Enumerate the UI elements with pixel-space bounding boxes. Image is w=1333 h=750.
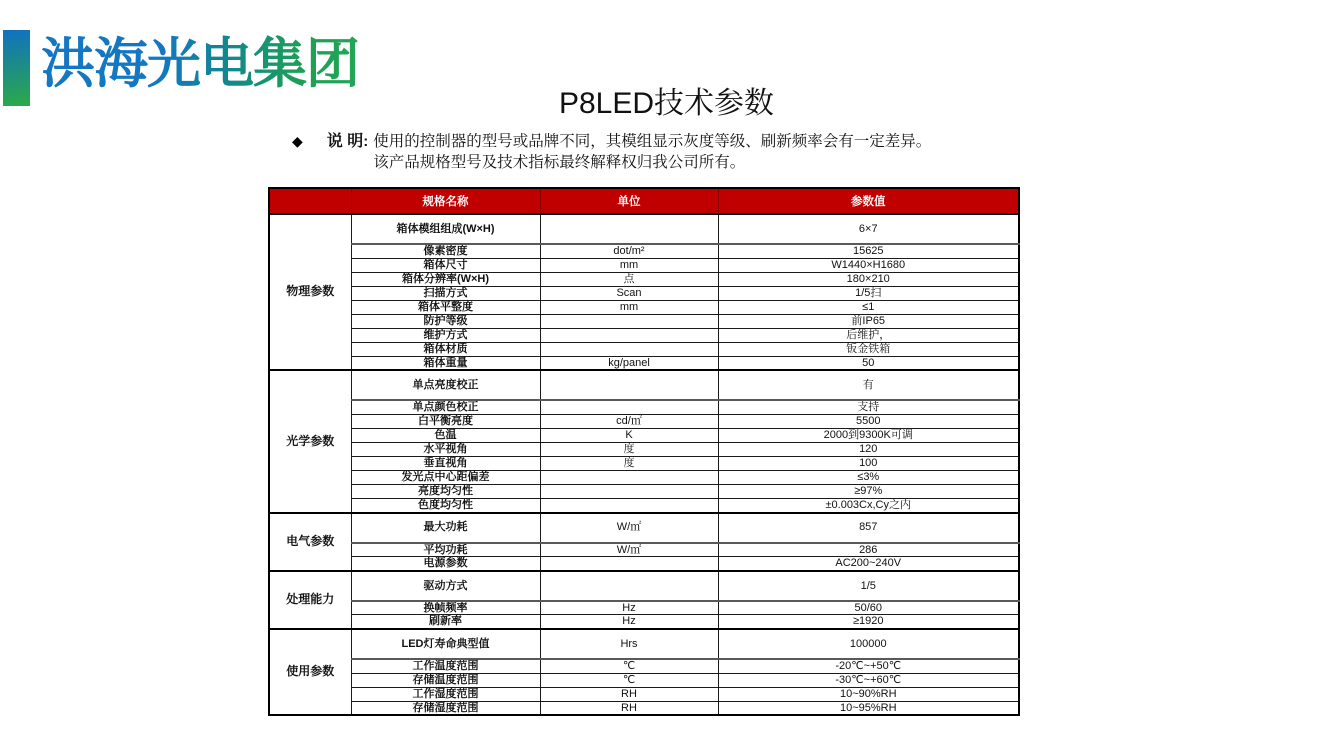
cell-name: 亮度均匀性 — [351, 484, 540, 498]
table-row — [269, 659, 1019, 673]
cell-value: 50/60 — [718, 601, 1019, 615]
cell-unit — [540, 484, 718, 498]
table-row — [269, 258, 1019, 272]
cell-unit — [540, 328, 718, 342]
cell-unit — [540, 214, 718, 244]
cell-unit — [540, 314, 718, 328]
table-row — [269, 414, 1019, 428]
cell-name: 色度均匀性 — [351, 498, 540, 512]
table-row — [269, 484, 1019, 498]
table-row — [269, 470, 1019, 484]
cell-name: 箱体重量 — [351, 356, 540, 370]
cell-name: 发光点中心距偏差 — [351, 470, 540, 484]
cell-name: 白平衡亮度 — [351, 414, 540, 428]
table-row — [269, 615, 1019, 629]
spec-table — [268, 187, 1020, 716]
cell-unit — [540, 571, 718, 601]
table-row — [269, 370, 1019, 400]
section-光学参数 — [269, 370, 1019, 512]
section-处理能力 — [269, 571, 1019, 629]
table-row — [269, 342, 1019, 356]
cell-value: -20℃~+50℃ — [718, 659, 1019, 673]
cell-value: 120 — [718, 442, 1019, 456]
cell-value: 857 — [718, 513, 1019, 543]
cell-name: 工作湿度范围 — [351, 687, 540, 701]
cell-name: 箱体平整度 — [351, 300, 540, 314]
cell-unit: Hrs — [540, 629, 718, 659]
category-cell: 处理能力 — [269, 571, 351, 629]
cell-name: 箱体尺寸 — [351, 258, 540, 272]
note-line-1: 使用的控制器的型号或品牌不同，其模组显示灰度等级、刷新频率会有一定差异。 — [373, 133, 932, 150]
cell-value: 有 — [718, 370, 1019, 400]
cell-value: 286 — [718, 543, 1019, 557]
cell-unit — [540, 557, 718, 571]
table-row — [269, 601, 1019, 615]
header-category — [269, 188, 351, 214]
table-row — [269, 442, 1019, 456]
cell-unit: 度 — [540, 456, 718, 470]
cell-name: 扫描方式 — [351, 286, 540, 300]
cell-value: 50 — [718, 356, 1019, 370]
cell-unit: Hz — [540, 601, 718, 615]
cell-value: ≥1920 — [718, 615, 1019, 629]
cell-unit: K — [540, 428, 718, 442]
table-row — [269, 701, 1019, 715]
cell-name: LED灯寿命典型值 — [351, 629, 540, 659]
cell-value: 180×210 — [718, 272, 1019, 286]
cell-value: 10~95%RH — [718, 701, 1019, 715]
cell-unit: Scan — [540, 286, 718, 300]
note-line-2: 该产品规格型号及技术指标最终解释权归我公司所有。 — [373, 154, 746, 171]
cell-name: 驱动方式 — [351, 571, 540, 601]
cell-name: 存储温度范围 — [351, 673, 540, 687]
cell-value: 10~90%RH — [718, 687, 1019, 701]
cell-value: ≤3% — [718, 470, 1019, 484]
section-电气参数 — [269, 513, 1019, 571]
cell-value: ≥97% — [718, 484, 1019, 498]
table-row — [269, 400, 1019, 414]
cell-value: 1/5扫 — [718, 286, 1019, 300]
table-row — [269, 629, 1019, 659]
cell-unit: cd/㎡ — [540, 414, 718, 428]
cell-name: 垂直视角 — [351, 456, 540, 470]
table-row — [269, 272, 1019, 286]
diamond-bullet-icon: ◆ — [292, 133, 303, 149]
header-spec-name: 规格名称 — [351, 188, 540, 214]
table-row — [269, 498, 1019, 512]
table-row — [269, 328, 1019, 342]
cell-value: 2000到9300K可调 — [718, 428, 1019, 442]
table-row — [269, 244, 1019, 258]
cell-unit — [540, 342, 718, 356]
note-block — [292, 131, 931, 173]
note-colon: : — [363, 133, 369, 150]
table-row — [269, 286, 1019, 300]
category-cell: 物理参数 — [269, 214, 351, 370]
cell-name: 工作温度范围 — [351, 659, 540, 673]
table-row — [269, 356, 1019, 370]
cell-name: 刷新率 — [351, 615, 540, 629]
cell-name: 平均功耗 — [351, 543, 540, 557]
cell-value: W1440×H1680 — [718, 258, 1019, 272]
cell-name: 防护等级 — [351, 314, 540, 328]
category-cell: 电气参数 — [269, 513, 351, 571]
note-label: 说 明 — [326, 133, 364, 150]
cell-name: 最大功耗 — [351, 513, 540, 543]
table-row — [269, 214, 1019, 244]
cell-unit: 度 — [540, 442, 718, 456]
cell-unit: dot/m² — [540, 244, 718, 258]
cell-name: 箱体分辨率(W×H) — [351, 272, 540, 286]
cell-value: 5500 — [718, 414, 1019, 428]
cell-unit: kg/panel — [540, 356, 718, 370]
cell-unit: mm — [540, 300, 718, 314]
cell-unit: RH — [540, 701, 718, 715]
note-text — [373, 131, 931, 173]
cell-unit: mm — [540, 258, 718, 272]
brand-accent-bar — [3, 30, 30, 106]
cell-value: 前IP65 — [718, 314, 1019, 328]
category-cell: 使用参数 — [269, 629, 351, 715]
cell-value: 钣金铁箱 — [718, 342, 1019, 356]
table-row — [269, 513, 1019, 543]
table-row — [269, 428, 1019, 442]
cell-name: 色温 — [351, 428, 540, 442]
cell-unit — [540, 370, 718, 400]
company-logo: 洪海光电集团 — [41, 34, 359, 94]
cell-value: -30℃~+60℃ — [718, 673, 1019, 687]
cell-value: 15625 — [718, 244, 1019, 258]
cell-unit — [540, 470, 718, 484]
cell-unit: 点 — [540, 272, 718, 286]
cell-value: 后维护， — [718, 328, 1019, 342]
cell-name: 电源参数 — [351, 557, 540, 571]
section-使用参数 — [269, 629, 1019, 715]
table-header-row — [269, 188, 1019, 214]
cell-name: 换帧频率 — [351, 601, 540, 615]
cell-unit — [540, 400, 718, 414]
cell-name: 箱体模组组成(W×H) — [351, 214, 540, 244]
cell-value: AC200~240V — [718, 557, 1019, 571]
cell-name: 单点亮度校正 — [351, 370, 540, 400]
cell-value: 100 — [718, 456, 1019, 470]
cell-name: 箱体材质 — [351, 342, 540, 356]
cell-unit: Hz — [540, 615, 718, 629]
page-title: P8LED技术参数 — [558, 87, 775, 120]
cell-name: 像素密度 — [351, 244, 540, 258]
table-row — [269, 557, 1019, 571]
cell-unit: W/㎡ — [540, 513, 718, 543]
cell-unit: RH — [540, 687, 718, 701]
cell-unit: ℃ — [540, 659, 718, 673]
cell-value: 100000 — [718, 629, 1019, 659]
table-row — [269, 456, 1019, 470]
cell-value: 1/5 — [718, 571, 1019, 601]
table-row — [269, 673, 1019, 687]
cell-unit: ℃ — [540, 673, 718, 687]
cell-name: 维护方式 — [351, 328, 540, 342]
category-cell: 光学参数 — [269, 370, 351, 512]
cell-value: ±0.003Cx,Cy之内 — [718, 498, 1019, 512]
cell-value: 6×7 — [718, 214, 1019, 244]
header-unit: 单位 — [540, 188, 718, 214]
section-物理参数 — [269, 214, 1019, 370]
table-row — [269, 543, 1019, 557]
cell-name: 水平视角 — [351, 442, 540, 456]
table-row — [269, 314, 1019, 328]
cell-name: 单点颜色校正 — [351, 400, 540, 414]
cell-name: 存储湿度范围 — [351, 701, 540, 715]
table-row — [269, 300, 1019, 314]
header-value: 参数值 — [718, 188, 1019, 214]
table-row — [269, 571, 1019, 601]
cell-value: ≤1 — [718, 300, 1019, 314]
cell-unit: W/㎡ — [540, 543, 718, 557]
cell-value: 支持 — [718, 400, 1019, 414]
table-row — [269, 687, 1019, 701]
cell-unit — [540, 498, 718, 512]
